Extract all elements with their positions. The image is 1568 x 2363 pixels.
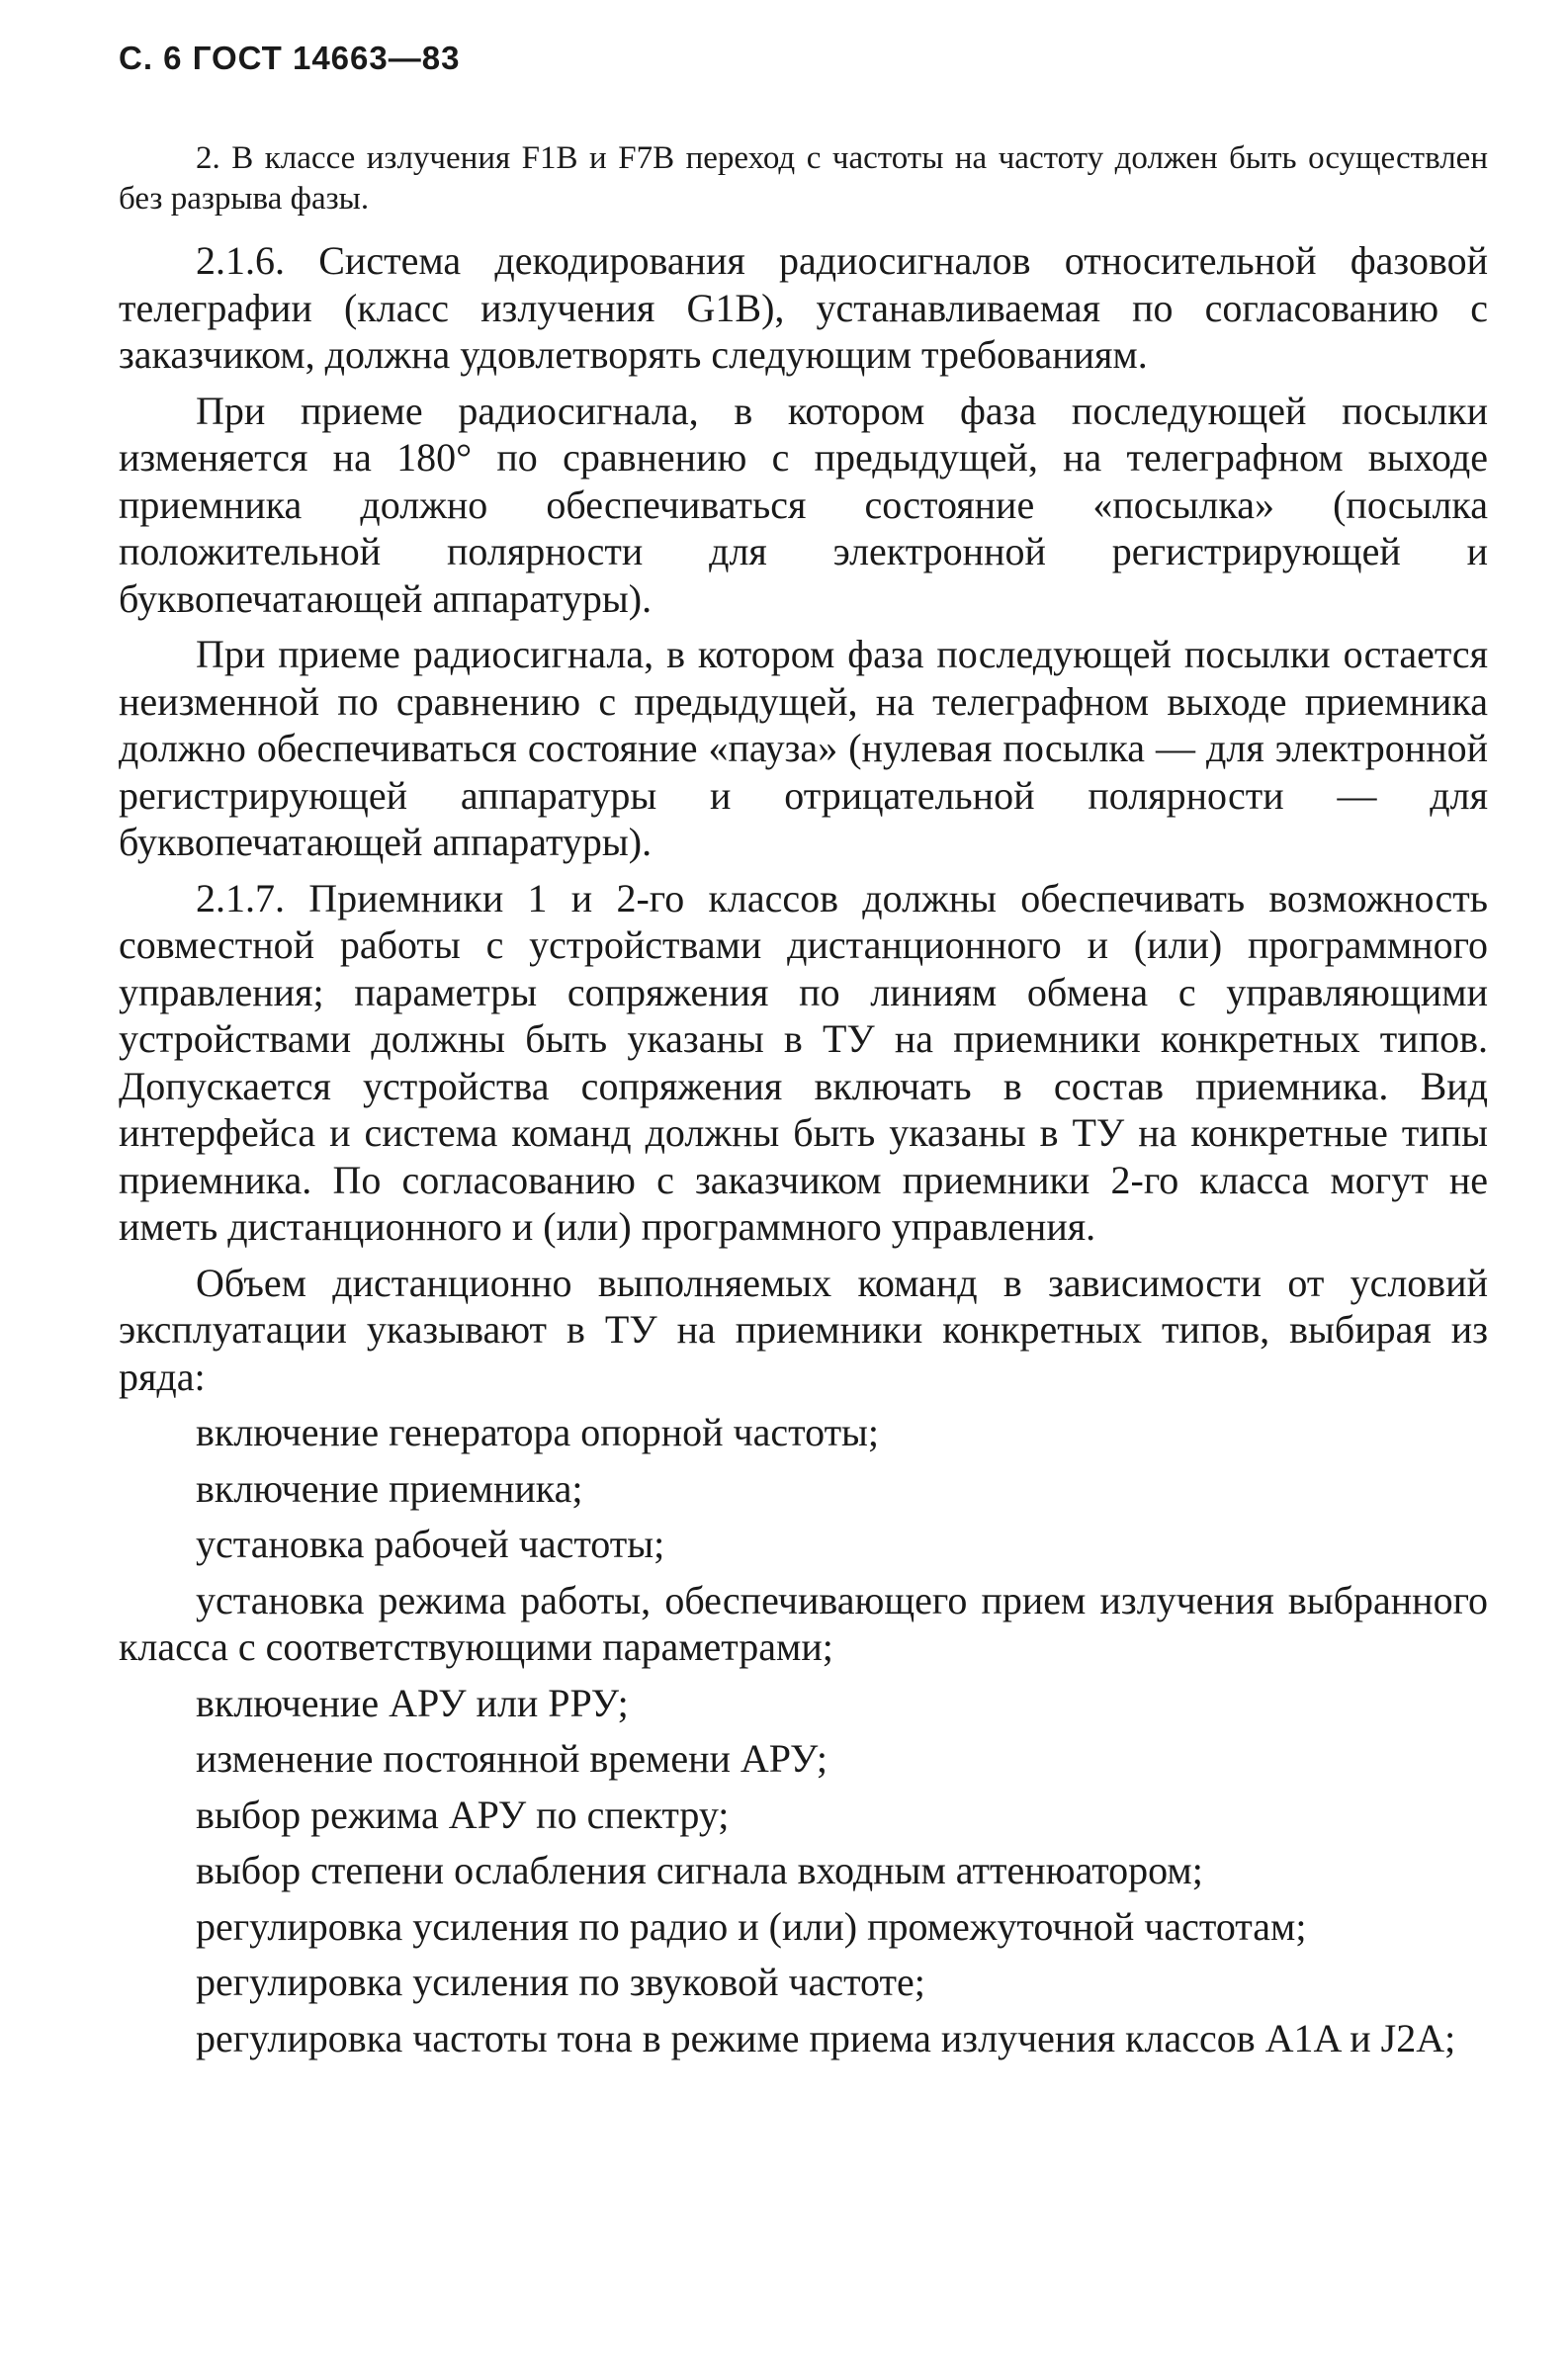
- list-item: включение приемника;: [196, 1465, 583, 1511]
- phase-change-paragraph: При приеме радиосигнала, в котором фаза последующей посылки изменяется на 180° по сравнению с предыдущей, на телеграфном выходе приемника должно обеспечиваться состояние «посылка» (посылка положительной полярности для электронной регистрирующей и буквопечатающей аппаратуры).: [119, 388, 1488, 621]
- commands-list: [119, 1409, 1488, 2061]
- page-header: С. 6 ГОСТ 14663—83: [119, 40, 461, 76]
- list-item: включение АРУ или РРУ;: [196, 1680, 629, 1725]
- list-item: регулировка усиления по звуковой частоте;: [196, 1960, 925, 2004]
- commands-intro: Объем дистанционно выполняемых команд в зависимости от условий эксплуатации указывают в ТУ на приемники конкретных типов, выбирая из ряда:: [119, 1260, 1488, 1399]
- list-item: выбор степени ослабления сигнала входным аттенюатором;: [196, 1848, 1203, 1892]
- list-item: регулировка усиления по радио и (или) промежуточной частотам;: [196, 1903, 1307, 1949]
- list-item: изменение постоянной времени АРУ;: [196, 1736, 828, 1781]
- document-page: [119, 40, 1488, 2070]
- phase-same-paragraph: При приеме радиосигнала, в котором фаза последующей посылки остается неизменной по сравнению с предыдущей, на телеграфном выходе приемника должно обеспечиваться состояние «пауза» (нулевая посылка — для электронной регистрирующей аппаратуры и отрицательной полярности — для буквопечатающей аппаратуры).: [119, 632, 1488, 864]
- clause-2-1-6: 2.1.6. Система декодирования радиосигналов относительной фазовой телеграфии (класс излучения G1B), устанавливаемая по согласованию с заказчиком, должна удовлетворять следующим требованиям.: [119, 238, 1488, 377]
- list-item: регулировка частоты тона в режиме приема излучения классов A1A и J2A;: [196, 2015, 1456, 2060]
- list-item: установка режима работы, обеспечивающего прием излучения выбранного класса с соответствующими параметрами;: [119, 1577, 1488, 1669]
- list-item: выбор режима АРУ по спектру;: [196, 1792, 730, 1837]
- note-2: 2. В классе излучения F1B и F7B переход с частоты на частоту должен быть осуществлен без разрыва фазы.: [119, 140, 1488, 217]
- list-item: установка рабочей частоты;: [196, 1522, 665, 1566]
- list-item: включение генератора опорной частоты;: [196, 1410, 880, 1454]
- clause-2-1-7: 2.1.7. Приемники 1 и 2-го классов должны обеспечивать возможность совместной работы с устройствами дистанционного и (или) программного управления; параметры сопряжения по линиям обмена с управляющими устройствами должны быть указаны в ТУ на приемники конкретных типов. Допускается устройства сопряжения включать в состав приемника. Вид интерфейса и система команд должны быть указаны в ТУ на конкретные типы приемника. По согласованию с заказчиком приемники 2-го класса могут не иметь дистанционного и (или) программного управления.: [119, 875, 1488, 1249]
